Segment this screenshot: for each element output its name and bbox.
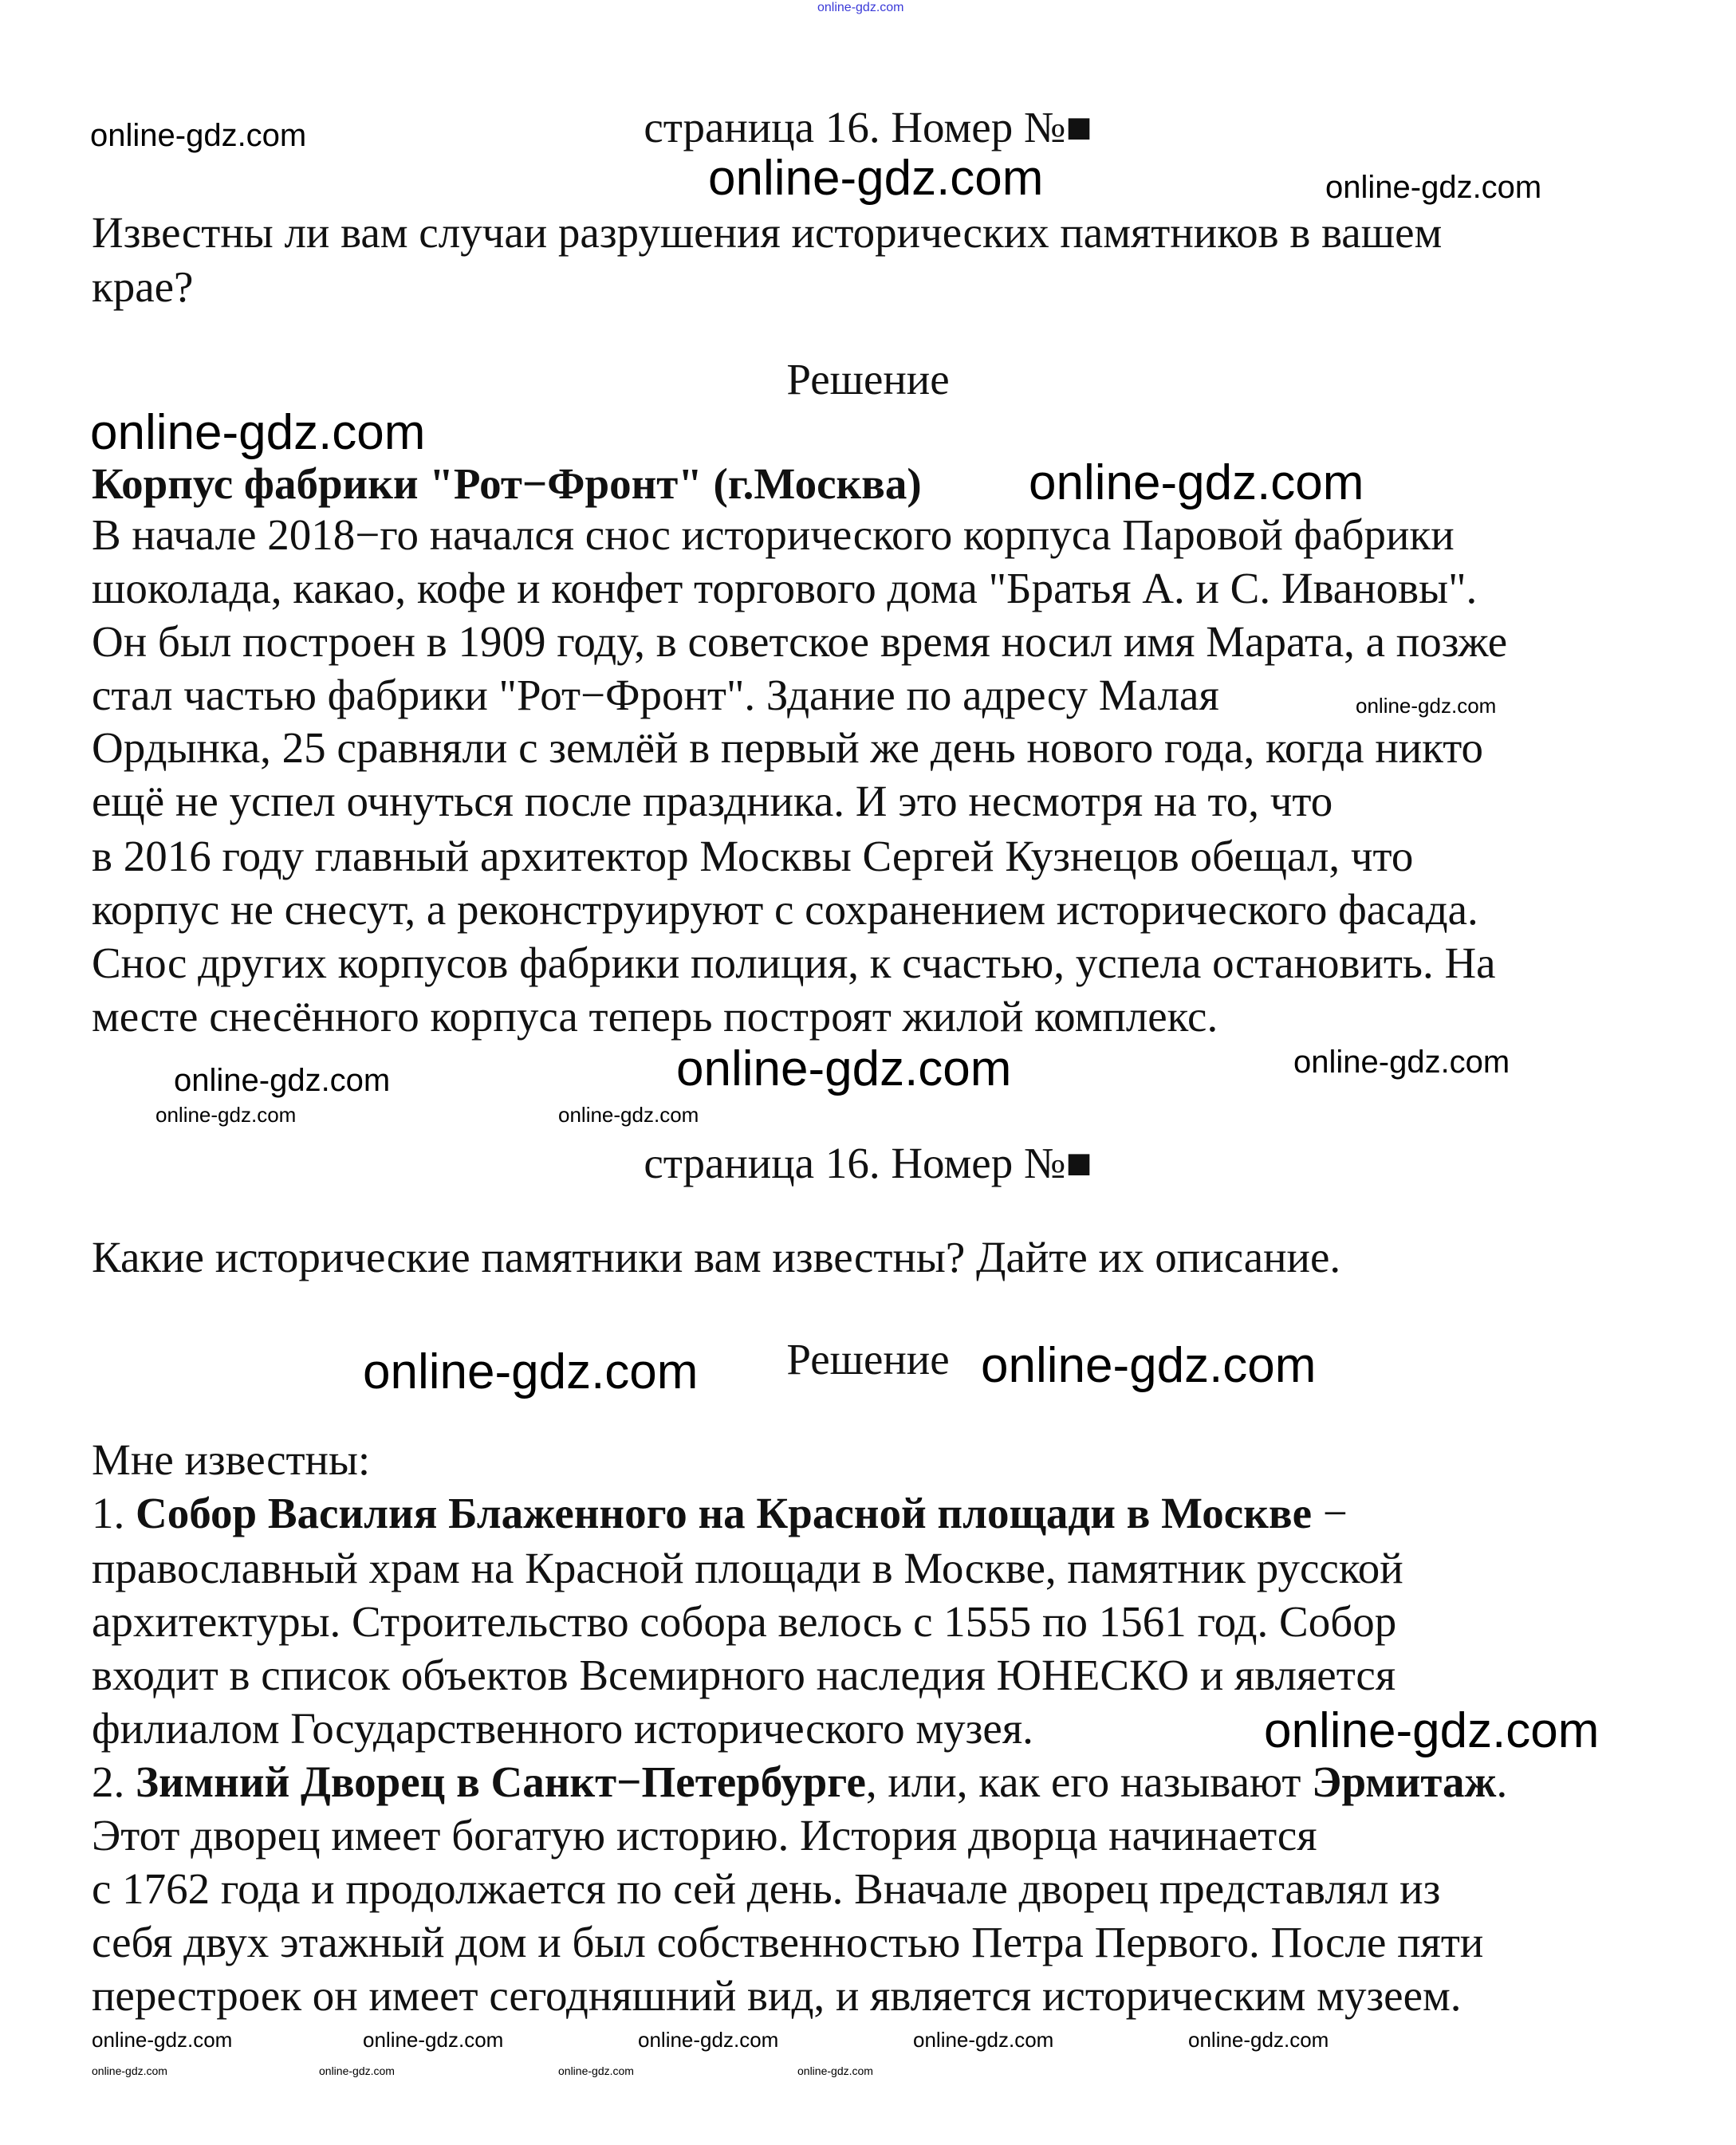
paragraph-line: месте снесённого корпуса теперь построят жилой комплекс.	[92, 992, 1218, 1041]
text: себя двух этажный дом и был собственностью Петра Первого. После пяти	[92, 1918, 1484, 1966]
bold-text: Эрмитаж	[1312, 1757, 1497, 1806]
paragraph-line: ещё не успел очнуться после праздника. И это несмотря на то, что	[92, 777, 1333, 825]
watermark: online-gdz.com	[363, 1344, 699, 1399]
text: .	[1496, 1757, 1508, 1806]
watermark: online-gdz.com	[319, 2064, 395, 2077]
list-line	[92, 1865, 1440, 1913]
text: , или, как его называют	[865, 1757, 1313, 1806]
watermark: online-gdz.com	[558, 2064, 634, 2077]
list-line	[92, 1545, 1403, 1592]
text: перестроек он имеет сегодняшний вид, и является историческим музеем.	[92, 1971, 1462, 2020]
paragraph-line: корпус не снесут, а реконструируют с сохранением исторического фасада.	[92, 885, 1478, 934]
paragraph-line: стал частью фабрики "Рот−Фронт". Здание по адресу Малая	[92, 671, 1219, 719]
text: православный храм на Красной площади в Москве, памятник русской	[92, 1544, 1403, 1592]
watermark: online-gdz.com	[676, 1041, 1012, 1096]
watermark: online-gdz.com	[1188, 2028, 1329, 2052]
section2-intro: Мне известны:	[92, 1435, 371, 1484]
section2-question: Какие исторические памятники вам известны? Дайте их описание.	[92, 1233, 1341, 1281]
paragraph-line: в 2016 году главный архитектор Москвы Сергей Кузнецов обещал, что	[92, 832, 1414, 880]
bold-text: Зимний Дворец в Санкт−Петербурге	[136, 1757, 866, 1806]
list-line	[92, 1490, 1348, 1537]
list-line	[92, 1812, 1317, 1860]
watermark: online-gdz.com	[1293, 1045, 1510, 1080]
watermark: online-gdz.com	[797, 2064, 873, 2077]
list-line	[92, 1972, 1462, 2020]
text: Этот дворец имеет богатую историю. История дворца начинается	[92, 1811, 1317, 1860]
watermark: online-gdz.com	[155, 1103, 297, 1127]
watermark: online-gdz.com	[1356, 694, 1497, 718]
watermark: online-gdz.com	[90, 405, 426, 460]
watermark: online-gdz.com	[92, 2028, 233, 2052]
watermark: online-gdz.com	[363, 2028, 504, 2052]
text: входит в список объектов Всемирного наследия ЮНЕСКО и является	[92, 1651, 1396, 1699]
list-line	[92, 1705, 1033, 1753]
watermark: online-gdz.com	[638, 2028, 779, 2052]
watermark: online-gdz.com	[558, 1103, 699, 1127]
list-line	[92, 1919, 1483, 1966]
watermark: online-gdz.com	[1029, 455, 1364, 510]
watermark: online-gdz.com	[92, 2064, 167, 2077]
watermark: online-gdz.com	[174, 1063, 391, 1098]
section1-solution-label: Решение	[786, 355, 950, 403]
list-line	[92, 1651, 1395, 1699]
list-line	[92, 1758, 1507, 1806]
text: с 1762 года и продолжается по сей день. Вначале дворец представлял из	[92, 1864, 1441, 1913]
section1-question-line: крае?	[92, 262, 194, 311]
paragraph-line: Снос других корпусов фабрики полиция, к счастью, успела остановить. На	[92, 939, 1496, 987]
bold-text: Собор Василия Блаженного на Красной площади в Москве	[136, 1489, 1313, 1537]
text: архитектуры. Строительство собора велось с 1555 по 1561 год. Собор	[92, 1597, 1397, 1646]
watermark-top: online-gdz.com	[817, 1, 904, 14]
text: 1.	[92, 1489, 136, 1537]
paragraph-line: шоколада, какао, кофе и конфет торгового дома "Братья А. и С. Ивановы".	[92, 564, 1478, 612]
section2-solution-label: Решение	[786, 1335, 950, 1383]
text: 2.	[92, 1757, 136, 1806]
text: −	[1312, 1489, 1348, 1537]
watermark: online-gdz.com	[90, 118, 307, 153]
watermark: online-gdz.com	[981, 1338, 1317, 1393]
section2-heading: страница 16. Номер №■	[644, 1139, 1092, 1187]
section1-heading: страница 16. Номер №■	[644, 103, 1092, 152]
watermark: online-gdz.com	[708, 151, 1044, 206]
watermark: online-gdz.com	[1325, 170, 1542, 205]
list-line	[92, 1598, 1396, 1646]
watermark: online-gdz.com	[913, 2028, 1054, 2052]
paragraph-line: Он был построен в 1909 году, в советское время носил имя Марата, а позже	[92, 617, 1508, 666]
section1-question-line: Известны ли вам случаи разрушения исторических памятников в вашем	[92, 208, 1443, 257]
paragraph-line: В начале 2018−го начался снос исторического корпуса Паровой фабрики	[92, 510, 1455, 559]
section1-title: Корпус фабрики "Рот−Фронт" (г.Москва)	[92, 459, 922, 508]
paragraph-line: Ордынка, 25 сравняли с землёй в первый же день нового года, когда никто	[92, 723, 1484, 772]
watermark: online-gdz.com	[1264, 1703, 1600, 1758]
text: филиалом Государственного исторического музея.	[92, 1704, 1033, 1753]
